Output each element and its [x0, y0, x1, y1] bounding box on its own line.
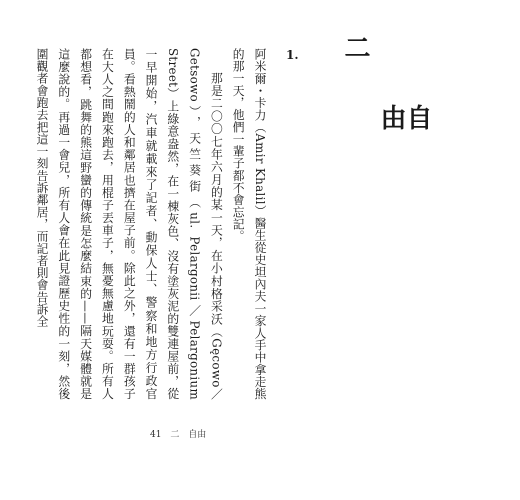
section-number: 1. — [286, 48, 299, 62]
paragraph-1: 阿米爾・卡力（Amir Khalil）醫生從史坦內夫一家人手中拿走熊的那一天，他們一輩子都不會忘記。 — [231, 48, 267, 400]
paragraph-2: 那是二〇〇七年六月的某一天，在小村格采沃（Gęcowo／Getsowo），天竺葵街（ul. Pelargonii／Pelargonium Street）上綠意盎然，在一棟灰色、沒有塗灰泥的雙連屋前，從一早開始，汽車就載來了記者、動保人士、警察和地方行政官員。看熱鬧的人和鄰居也擠在屋子前。除此之外，還有一群孩子在大人之間跑來跑去，用棍子丟車子，無憂無慮地玩耍。所有人都想看，跳舞的熊這野蠻的傳統是怎麼結束的——隔天媒體就是這麼說的。再過一會兒，所有人會在此見證歷史性的一刻，然後圍觀者會跑去把這一刻告訴鄰居，而記者則會告訴全 — [35, 48, 224, 400]
page-number: 41 — [150, 430, 162, 440]
running-head-title: 自由 — [188, 430, 207, 440]
body-text — [30, 48, 270, 400]
running-head-number: 二 — [170, 430, 180, 440]
chapter-title: 自由 — [376, 104, 432, 138]
page-footer — [150, 427, 206, 440]
chapter-heading — [340, 34, 432, 138]
chapter-number: 二 — [340, 34, 370, 60]
